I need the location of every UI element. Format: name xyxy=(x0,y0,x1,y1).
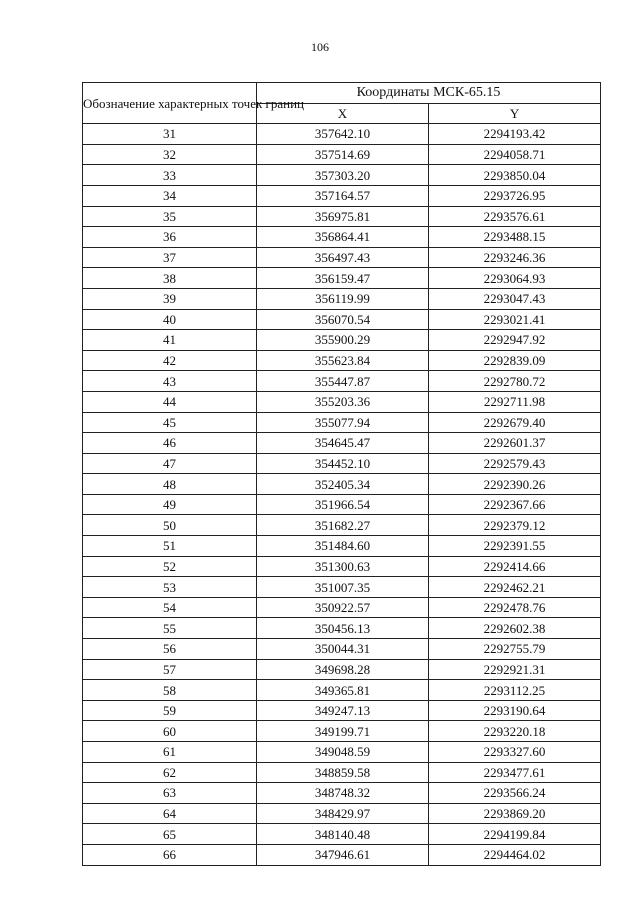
table-row xyxy=(83,391,601,412)
y-cell: 2292947.92 xyxy=(429,330,601,351)
y-cell: 2292602.38 xyxy=(429,618,601,639)
y-cell: 2292391.55 xyxy=(429,536,601,557)
x-cell: 350922.57 xyxy=(257,597,429,618)
table-row xyxy=(83,165,601,186)
y-cell: 2292921.31 xyxy=(429,659,601,680)
table-row xyxy=(83,412,601,433)
y-cell: 2294464.02 xyxy=(429,844,601,865)
point-cell: 56 xyxy=(83,639,257,660)
x-cell: 351484.60 xyxy=(257,536,429,557)
x-cell: 347946.61 xyxy=(257,844,429,865)
table-row xyxy=(83,700,601,721)
point-cell: 32 xyxy=(83,144,257,165)
table-row xyxy=(83,556,601,577)
y-cell: 2292601.37 xyxy=(429,433,601,454)
y-cell: 2292579.43 xyxy=(429,453,601,474)
x-cell: 349048.59 xyxy=(257,742,429,763)
point-cell: 62 xyxy=(83,762,257,783)
x-cell: 352405.34 xyxy=(257,474,429,495)
point-cell: 35 xyxy=(83,206,257,227)
table-row xyxy=(83,639,601,660)
coordinates-table xyxy=(82,82,601,866)
y-cell: 2293190.64 xyxy=(429,700,601,721)
table-row xyxy=(83,536,601,557)
point-cell: 48 xyxy=(83,474,257,495)
point-cell: 40 xyxy=(83,309,257,330)
y-cell: 2292414.66 xyxy=(429,556,601,577)
y-cell: 2293246.36 xyxy=(429,247,601,268)
x-cell: 354452.10 xyxy=(257,453,429,474)
table-row xyxy=(83,247,601,268)
header-coordinates-system: Координаты МСК-65.15 xyxy=(257,83,601,104)
table-body xyxy=(83,124,601,865)
y-cell: 2293064.93 xyxy=(429,268,601,289)
table-row xyxy=(83,844,601,865)
y-cell: 2293021.41 xyxy=(429,309,601,330)
point-cell: 45 xyxy=(83,412,257,433)
point-cell: 31 xyxy=(83,124,257,145)
point-cell: 43 xyxy=(83,371,257,392)
y-cell: 2292780.72 xyxy=(429,371,601,392)
x-cell: 348429.97 xyxy=(257,803,429,824)
point-cell: 63 xyxy=(83,783,257,804)
point-cell: 44 xyxy=(83,391,257,412)
point-cell: 36 xyxy=(83,227,257,248)
header-y: Y xyxy=(429,103,601,124)
x-cell: 355077.94 xyxy=(257,412,429,433)
y-cell: 2293488.15 xyxy=(429,227,601,248)
table-row xyxy=(83,350,601,371)
x-cell: 356159.47 xyxy=(257,268,429,289)
y-cell: 2293850.04 xyxy=(429,165,601,186)
x-cell: 357164.57 xyxy=(257,185,429,206)
table-row xyxy=(83,680,601,701)
table-row xyxy=(83,783,601,804)
table-header-row xyxy=(83,83,601,104)
point-cell: 66 xyxy=(83,844,257,865)
x-cell: 357303.20 xyxy=(257,165,429,186)
y-cell: 2293112.25 xyxy=(429,680,601,701)
x-cell: 355900.29 xyxy=(257,330,429,351)
table-row xyxy=(83,185,601,206)
table-row xyxy=(83,597,601,618)
point-cell: 33 xyxy=(83,165,257,186)
x-cell: 355203.36 xyxy=(257,391,429,412)
x-cell: 348140.48 xyxy=(257,824,429,845)
x-cell: 349365.81 xyxy=(257,680,429,701)
y-cell: 2293477.61 xyxy=(429,762,601,783)
x-cell: 357642.10 xyxy=(257,124,429,145)
table-row xyxy=(83,330,601,351)
y-cell: 2293047.43 xyxy=(429,288,601,309)
y-cell: 2292462.21 xyxy=(429,577,601,598)
y-cell: 2292367.66 xyxy=(429,494,601,515)
x-cell: 351007.35 xyxy=(257,577,429,598)
point-cell: 65 xyxy=(83,824,257,845)
y-cell: 2292711.98 xyxy=(429,391,601,412)
table-row xyxy=(83,309,601,330)
table-row xyxy=(83,721,601,742)
y-cell: 2293869.20 xyxy=(429,803,601,824)
point-cell: 42 xyxy=(83,350,257,371)
x-cell: 354645.47 xyxy=(257,433,429,454)
point-cell: 38 xyxy=(83,268,257,289)
point-cell: 53 xyxy=(83,577,257,598)
x-cell: 356975.81 xyxy=(257,206,429,227)
x-cell: 356070.54 xyxy=(257,309,429,330)
table-row xyxy=(83,824,601,845)
x-cell: 356119.99 xyxy=(257,288,429,309)
point-cell: 39 xyxy=(83,288,257,309)
header-x: X xyxy=(257,103,429,124)
point-cell: 51 xyxy=(83,536,257,557)
y-cell: 2292679.40 xyxy=(429,412,601,433)
x-cell: 357514.69 xyxy=(257,144,429,165)
point-cell: 50 xyxy=(83,515,257,536)
point-cell: 54 xyxy=(83,597,257,618)
point-cell: 59 xyxy=(83,700,257,721)
x-cell: 356497.43 xyxy=(257,247,429,268)
table-row xyxy=(83,577,601,598)
x-cell: 356864.41 xyxy=(257,227,429,248)
table-row xyxy=(83,124,601,145)
x-cell: 350044.31 xyxy=(257,639,429,660)
point-cell: 55 xyxy=(83,618,257,639)
table-row xyxy=(83,515,601,536)
x-cell: 350456.13 xyxy=(257,618,429,639)
y-cell: 2293327.60 xyxy=(429,742,601,763)
point-cell: 61 xyxy=(83,742,257,763)
table-row xyxy=(83,494,601,515)
point-cell: 37 xyxy=(83,247,257,268)
y-cell: 2294058.71 xyxy=(429,144,601,165)
table-row xyxy=(83,803,601,824)
point-cell: 64 xyxy=(83,803,257,824)
point-cell: 49 xyxy=(83,494,257,515)
table-row xyxy=(83,433,601,454)
x-cell: 349199.71 xyxy=(257,721,429,742)
point-cell: 46 xyxy=(83,433,257,454)
y-cell: 2293726.95 xyxy=(429,185,601,206)
y-cell: 2292478.76 xyxy=(429,597,601,618)
table-row xyxy=(83,742,601,763)
table-header xyxy=(83,83,601,124)
x-cell: 348748.32 xyxy=(257,783,429,804)
table-row xyxy=(83,144,601,165)
point-cell: 34 xyxy=(83,185,257,206)
table-row xyxy=(83,288,601,309)
point-cell: 60 xyxy=(83,721,257,742)
y-cell: 2293220.18 xyxy=(429,721,601,742)
y-cell: 2293566.24 xyxy=(429,783,601,804)
y-cell: 2292755.79 xyxy=(429,639,601,660)
table-row xyxy=(83,618,601,639)
point-cell: 41 xyxy=(83,330,257,351)
table-row xyxy=(83,474,601,495)
y-cell: 2292390.26 xyxy=(429,474,601,495)
x-cell: 355623.84 xyxy=(257,350,429,371)
y-cell: 2294193.42 xyxy=(429,124,601,145)
x-cell: 351300.63 xyxy=(257,556,429,577)
point-cell: 58 xyxy=(83,680,257,701)
y-cell: 2293576.61 xyxy=(429,206,601,227)
y-cell: 2292379.12 xyxy=(429,515,601,536)
table-row xyxy=(83,206,601,227)
table-row xyxy=(83,268,601,289)
y-cell: 2292839.09 xyxy=(429,350,601,371)
page-number: 106 xyxy=(311,40,329,54)
x-cell: 349247.13 xyxy=(257,700,429,721)
table-row xyxy=(83,227,601,248)
x-cell: 351966.54 xyxy=(257,494,429,515)
table-row xyxy=(83,371,601,392)
x-cell: 348859.58 xyxy=(257,762,429,783)
table-row xyxy=(83,762,601,783)
x-cell: 355447.87 xyxy=(257,371,429,392)
x-cell: 351682.27 xyxy=(257,515,429,536)
table-row xyxy=(83,659,601,680)
point-cell: 47 xyxy=(83,453,257,474)
y-cell: 2294199.84 xyxy=(429,824,601,845)
table-row xyxy=(83,453,601,474)
point-cell: 52 xyxy=(83,556,257,577)
header-point-designation: Обозначение характерных точек границ xyxy=(83,83,257,124)
x-cell: 349698.28 xyxy=(257,659,429,680)
point-cell: 57 xyxy=(83,659,257,680)
